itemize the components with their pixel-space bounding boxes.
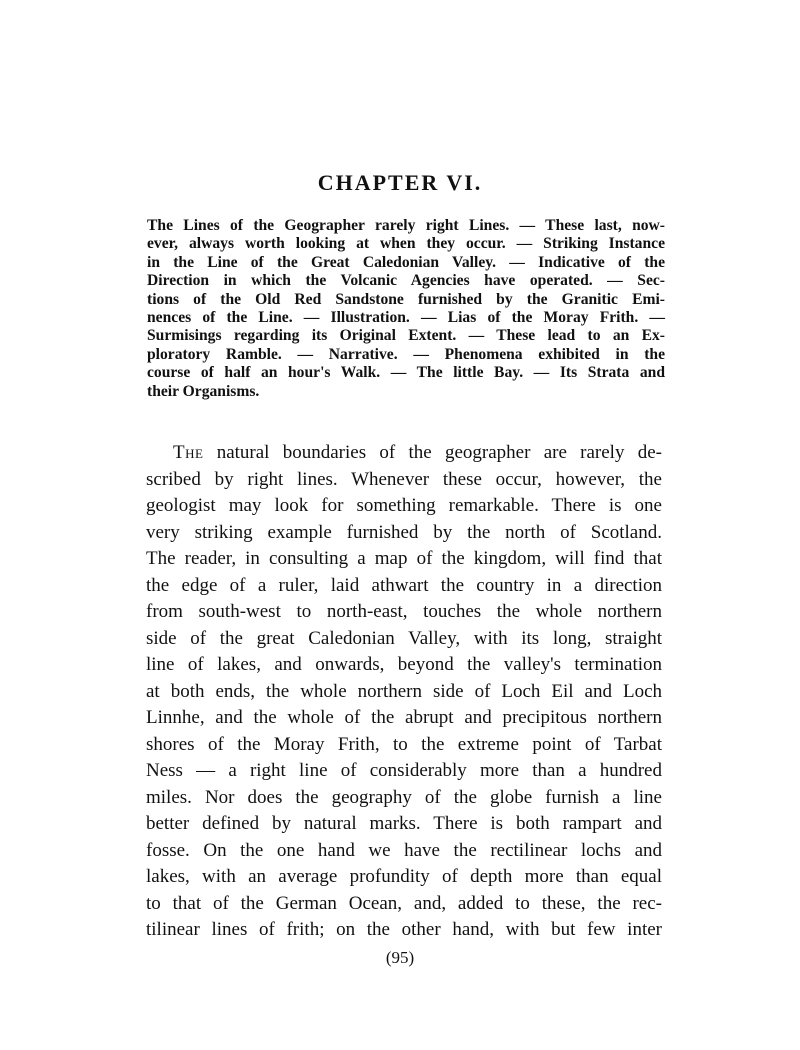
body-line: to that of the German Ocean, and, added to these, the rec- — [146, 892, 662, 914]
summary-line: Direction in which the Volcanic Agencies have operated. — Sec- — [147, 272, 665, 290]
body-line-first — [146, 440, 662, 467]
body-line: from south-west to north-east, touches the whole northern — [146, 601, 662, 622]
body-line: Ness — a right line of considerably more than a hundred — [146, 760, 662, 781]
summary-line: course of half an hour's Walk. — The little Bay. — Its Strata and — [147, 364, 665, 382]
page-number: (95) — [385, 948, 415, 967]
body-paragraph — [146, 440, 662, 944]
opening-word: The — [173, 442, 204, 463]
summary-line: tions of the Old Red Sandstone furnished by the Granitic Emi- — [147, 290, 665, 308]
body-line: line of lakes, and onwards, beyond the valley's termination — [146, 654, 662, 675]
body-line: geologist may look for something remarkable. There is one — [146, 495, 662, 516]
body-line: better defined by natural marks. There is both rampart and — [146, 813, 662, 834]
chapter-title: CHAPTER VI. — [317, 170, 483, 195]
summary-line: ploratory Ramble. — Narrative. — Phenomena exhibited in the — [147, 345, 665, 363]
first-line-text: natural boundaries of the geographer are rarely de- — [203, 442, 662, 463]
body-line: Linnhe, and the whole of the abrupt and precipitous northern — [146, 707, 662, 728]
summary-line: nences of the Line. — Illustration. — Lias of the Moray Frith. — — [147, 309, 665, 327]
body-line: miles. Nor does the geography of the globe furnish a line — [146, 786, 662, 808]
chapter-summary — [147, 217, 665, 401]
summary-line: ever, always worth looking at when they occur. — Striking Instance — [147, 235, 665, 253]
body-line: tilinear lines of frith; on the other hand, with but few inter — [146, 919, 662, 940]
summary-line: in the Line of the Great Caledonian Valley. — Indicative of the — [147, 253, 665, 271]
body-line: at both ends, the whole northern side of Loch Eil and Loch — [146, 680, 662, 702]
summary-line: The Lines of the Geographer rarely right Lines. — These last, now- — [147, 217, 665, 234]
body-line: The reader, in consulting a map of the kingdom, will find that — [146, 548, 662, 569]
body-line: shores of the Moray Frith, to the extreme point of Tarbat — [146, 733, 662, 755]
summary-line: Surmisings regarding its Original Extent. — These lead to an Ex- — [147, 327, 665, 345]
body-line: lakes, with an average profundity of depth more than equal — [146, 866, 662, 887]
body-line: very striking example furnished by the north of Scotland. — [146, 521, 662, 543]
body-line: the edge of a ruler, laid athwart the country in a direction — [146, 574, 662, 596]
body-line: scribed by right lines. Whenever these occur, however, the — [146, 468, 662, 490]
summary-line: their Organisms. — [147, 382, 260, 400]
body-line: side of the great Caledonian Valley, with its long, straight — [146, 627, 662, 649]
body-line: fosse. On the one hand we have the rectilinear lochs and — [146, 839, 662, 861]
